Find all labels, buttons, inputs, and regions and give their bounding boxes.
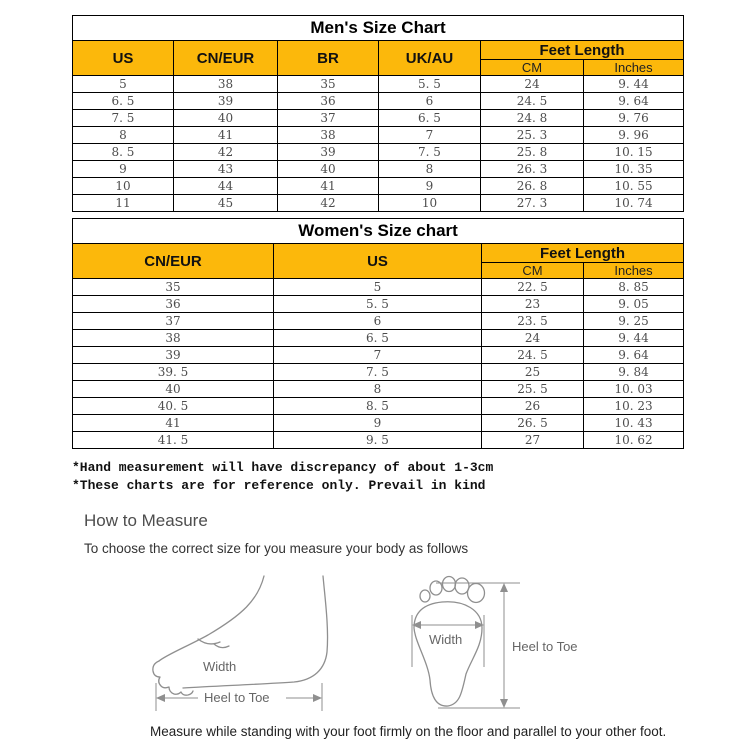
table-cell: 24. 8 (481, 110, 584, 127)
table-cell: 24. 5 (482, 347, 584, 364)
side-width-label: Width (203, 659, 237, 674)
table-cell: 43 (174, 161, 278, 178)
table-cell: 25. 3 (481, 127, 584, 144)
table-cell: 11 (73, 195, 174, 212)
side-heel-to-toe-label: Heel to Toe (204, 690, 270, 705)
table-cell: 23 (482, 296, 584, 313)
womens-header-row (73, 244, 684, 263)
table-cell: 9. 44 (584, 76, 684, 93)
measure-caption: Measure while standing with your foot firmly on the floor and parallel to your other foot. (150, 724, 667, 739)
how-to-measure-heading: How to Measure (84, 511, 208, 530)
table-cell: 25. 8 (481, 144, 584, 161)
table-row (73, 195, 684, 212)
table-cell: 5. 5 (379, 76, 481, 93)
table-row (73, 432, 684, 449)
table-cell: 36 (278, 93, 379, 110)
table-cell: 10. 43 (584, 415, 684, 432)
table-row (73, 110, 684, 127)
table-row (73, 381, 684, 398)
mens-size-table (72, 15, 684, 212)
table-cell: 8 (274, 381, 482, 398)
table-cell: 40 (174, 110, 278, 127)
table-cell: 7. 5 (274, 364, 482, 381)
mens-col-us: US (73, 41, 174, 76)
table-cell: 6 (379, 93, 481, 110)
table-cell: 6. 5 (379, 110, 481, 127)
mens-table-title: Men's Size Chart (73, 16, 684, 41)
mens-header-row (73, 41, 684, 60)
mens-title-row (73, 16, 684, 41)
footnote-reference-only: *These charts are for reference only. Prevail in kind (72, 478, 486, 493)
table-cell: 10. 62 (584, 432, 684, 449)
table-cell: 9. 05 (584, 296, 684, 313)
table-cell: 10. 23 (584, 398, 684, 415)
table-cell: 27. 3 (481, 195, 584, 212)
table-cell: 27 (482, 432, 584, 449)
table-row (73, 178, 684, 195)
table-cell: 40 (73, 381, 274, 398)
table-row (73, 161, 684, 178)
table-cell: 41 (174, 127, 278, 144)
table-cell: 37 (278, 110, 379, 127)
womens-title-row (73, 219, 684, 244)
table-cell: 25. 5 (482, 381, 584, 398)
table-cell: 9. 76 (584, 110, 684, 127)
table-cell: 45 (174, 195, 278, 212)
table-cell: 10 (73, 178, 174, 195)
table-row (73, 347, 684, 364)
table-cell: 24. 5 (481, 93, 584, 110)
table-cell: 36 (73, 296, 274, 313)
table-cell: 5. 5 (274, 296, 482, 313)
table-cell: 26. 5 (482, 415, 584, 432)
table-cell: 40 (278, 161, 379, 178)
table-cell: 7 (379, 127, 481, 144)
table-cell: 7. 5 (379, 144, 481, 161)
table-cell: 42 (278, 195, 379, 212)
table-cell: 23. 5 (482, 313, 584, 330)
table-cell: 41. 5 (73, 432, 274, 449)
table-cell: 8. 5 (274, 398, 482, 415)
table-cell: 6 (274, 313, 482, 330)
mens-table-body (73, 76, 684, 212)
womens-col-cm: CM (482, 263, 584, 279)
measure-diagrams (146, 570, 750, 716)
table-cell: 9. 5 (274, 432, 482, 449)
table-cell: 10. 74 (584, 195, 684, 212)
table-cell: 44 (174, 178, 278, 195)
table-cell: 6. 5 (73, 93, 174, 110)
table-cell: 8. 5 (73, 144, 174, 161)
table-cell: 38 (174, 76, 278, 93)
table-row (73, 296, 684, 313)
table-cell: 6. 5 (274, 330, 482, 347)
footnotes (72, 459, 750, 495)
table-cell: 26. 3 (481, 161, 584, 178)
table-cell: 39 (73, 347, 274, 364)
table-cell: 41 (278, 178, 379, 195)
table-row (73, 279, 684, 296)
table-cell: 9. 64 (584, 93, 684, 110)
foot-side-view-diagram (146, 570, 346, 716)
table-cell: 35 (73, 279, 274, 296)
table-cell: 9. 84 (584, 364, 684, 381)
womens-col-inches: Inches (584, 263, 684, 279)
table-cell: 40. 5 (73, 398, 274, 415)
mens-col-feet-length: Feet Length (481, 41, 684, 60)
table-cell: 5 (73, 76, 174, 93)
table-cell: 35 (278, 76, 379, 93)
table-cell: 9 (274, 415, 482, 432)
table-cell: 8 (73, 127, 174, 144)
table-row (73, 330, 684, 347)
top-heel-to-toe-label: Heel to Toe (512, 639, 578, 654)
table-cell: 5 (274, 279, 482, 296)
womens-table-title: Women's Size chart (73, 219, 684, 244)
womens-col-cneur: CN/EUR (73, 244, 274, 279)
table-row (73, 76, 684, 93)
how-to-measure-subheading: To choose the correct size for you measure your body as follows (84, 541, 469, 556)
table-cell: 24 (482, 330, 584, 347)
womens-table-body (73, 279, 684, 449)
foot-top-view-diagram (398, 570, 623, 716)
table-cell: 38 (73, 330, 274, 347)
table-cell: 42 (174, 144, 278, 161)
mens-col-ukau: UK/AU (379, 41, 481, 76)
table-cell: 41 (73, 415, 274, 432)
table-row (73, 415, 684, 432)
table-cell: 37 (73, 313, 274, 330)
mens-col-cm: CM (481, 60, 584, 76)
table-row (73, 127, 684, 144)
table-cell: 9. 25 (584, 313, 684, 330)
table-cell: 10. 35 (584, 161, 684, 178)
womens-col-feet-length: Feet Length (482, 244, 684, 263)
mens-col-cneur: CN/EUR (174, 41, 278, 76)
table-row (73, 93, 684, 110)
table-cell: 26 (482, 398, 584, 415)
table-cell: 39 (174, 93, 278, 110)
table-cell: 10. 03 (584, 381, 684, 398)
womens-col-us: US (274, 244, 482, 279)
table-cell: 9. 44 (584, 330, 684, 347)
table-cell: 39 (278, 144, 379, 161)
table-cell: 26. 8 (481, 178, 584, 195)
table-cell: 25 (482, 364, 584, 381)
table-row (73, 313, 684, 330)
table-cell: 8. 85 (584, 279, 684, 296)
table-cell: 10. 55 (584, 178, 684, 195)
table-cell: 9. 96 (584, 127, 684, 144)
top-width-label: Width (429, 632, 463, 647)
table-cell: 38 (278, 127, 379, 144)
table-cell: 8 (379, 161, 481, 178)
table-cell: 24 (481, 76, 584, 93)
table-cell: 7. 5 (73, 110, 174, 127)
table-cell: 9 (379, 178, 481, 195)
table-cell: 9. 64 (584, 347, 684, 364)
table-cell: 10. 15 (584, 144, 684, 161)
mens-col-inches: Inches (584, 60, 684, 76)
table-row (73, 398, 684, 415)
footnote-measurement-discrepancy: *Hand measurement will have discrepancy of about 1-3cm (72, 460, 494, 475)
table-row (73, 364, 684, 381)
table-cell: 7 (274, 347, 482, 364)
womens-size-table (72, 218, 684, 449)
mens-col-br: BR (278, 41, 379, 76)
table-cell: 10 (379, 195, 481, 212)
table-cell: 39. 5 (73, 364, 274, 381)
table-cell: 22. 5 (482, 279, 584, 296)
table-cell: 9 (73, 161, 174, 178)
table-row (73, 144, 684, 161)
